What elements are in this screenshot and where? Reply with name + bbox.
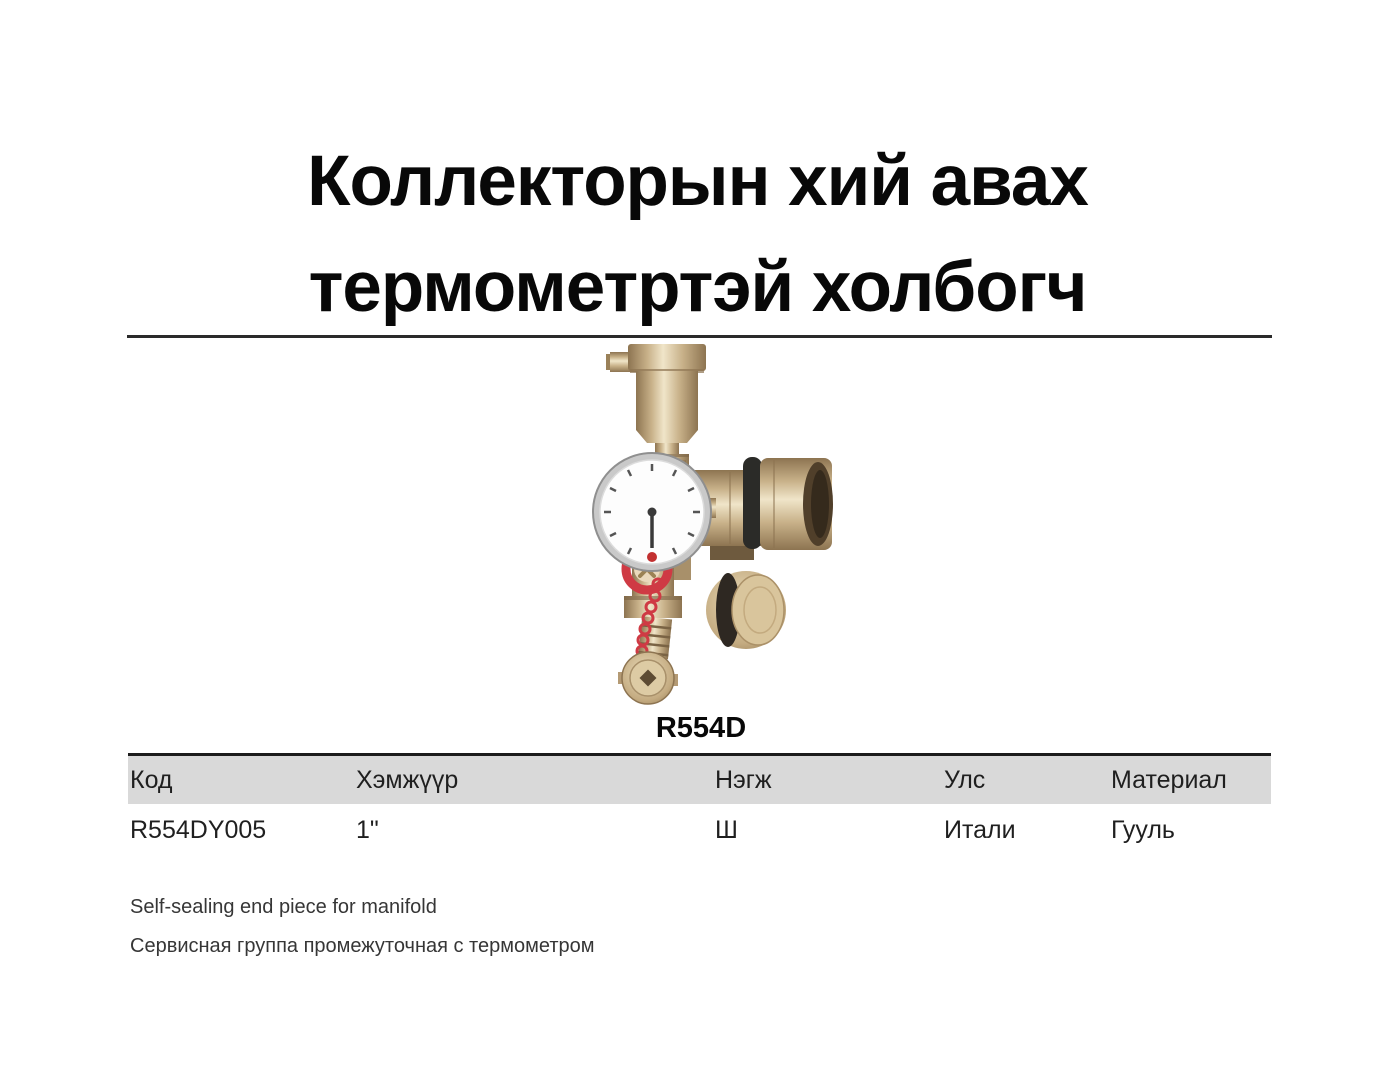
spec-table bbox=[128, 753, 1271, 855]
col-header-code: Код bbox=[128, 755, 354, 805]
title-line-2: термометртэй холбогч bbox=[308, 248, 1087, 327]
protection-cap bbox=[618, 652, 678, 704]
product-code-caption: R554D bbox=[655, 712, 747, 744]
cell-country: Итали bbox=[944, 816, 1016, 844]
product-figure bbox=[560, 340, 860, 705]
col-header-size: Хэмжүүр bbox=[354, 755, 713, 805]
title-line-1: Коллекторын хий авах bbox=[307, 142, 1088, 221]
title-divider bbox=[127, 335, 1272, 338]
product-photo bbox=[560, 340, 860, 705]
col-header-country: Улс bbox=[942, 755, 1109, 805]
cell-unit: Ш bbox=[715, 816, 738, 844]
col-header-material: Материал bbox=[1109, 755, 1271, 805]
cell-size: 1" bbox=[356, 816, 379, 844]
page-title bbox=[0, 129, 1395, 341]
spec-table-row bbox=[128, 804, 1271, 855]
note-english: Self-sealing end piece for manifold bbox=[130, 896, 437, 918]
right-coupling bbox=[760, 458, 833, 550]
end-plug bbox=[706, 571, 786, 649]
cell-material: Гууль bbox=[1111, 816, 1175, 844]
note-russian: Сервисная группа промежуточная с термометром bbox=[130, 935, 595, 957]
spec-table-header-row bbox=[128, 755, 1271, 805]
air-vent bbox=[606, 344, 706, 470]
col-header-unit: Нэгж bbox=[713, 755, 942, 805]
o-ring-band bbox=[743, 457, 762, 549]
cell-code: R554DY005 bbox=[130, 816, 267, 844]
